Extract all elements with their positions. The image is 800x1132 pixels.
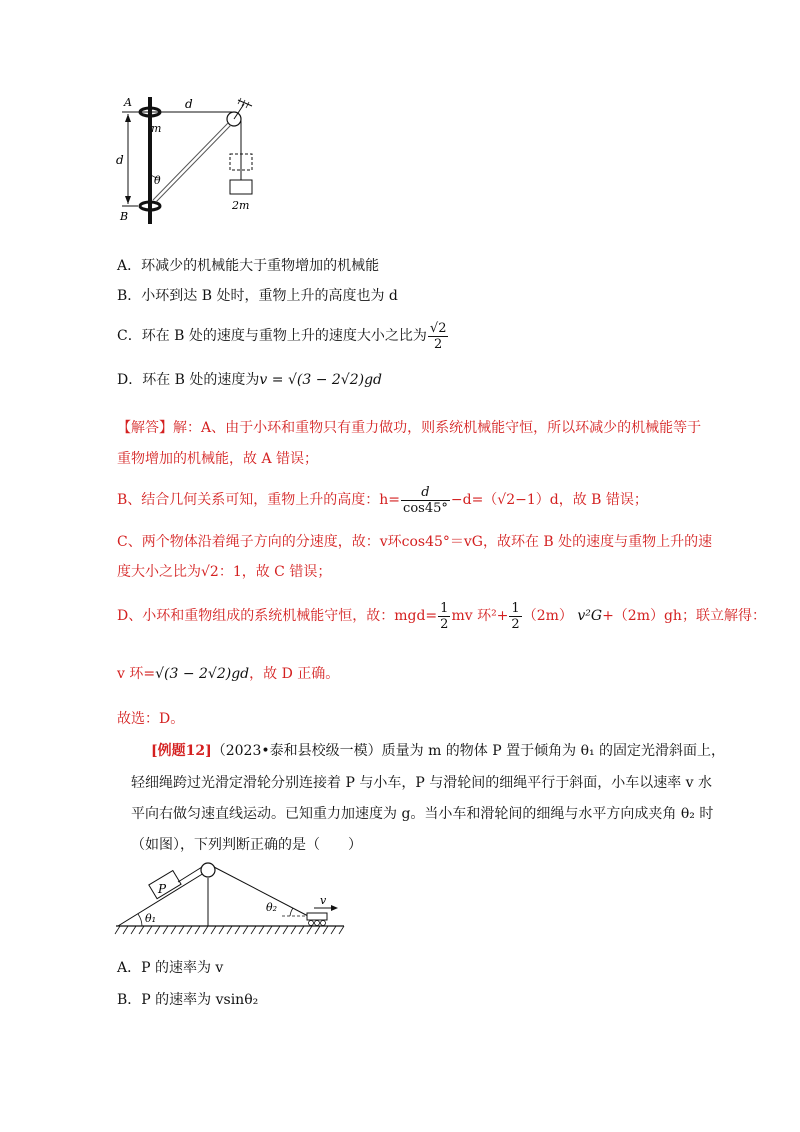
option-D-formula: v = √(3 − 2√2)gd xyxy=(259,372,383,388)
solution-D-post: +（2m）gh；联立解得： xyxy=(602,608,766,624)
option-C xyxy=(117,318,449,354)
example12-line-3: 平向右做匀速直线运动。已知重力加速度为 g。当小车和滑轮间的细绳与水平方向成夹角 θ₂ 时 xyxy=(131,806,714,822)
solution-D-half-1 xyxy=(438,601,450,632)
solution-D-half-2-num: 1 xyxy=(511,600,520,616)
solution-line-B xyxy=(117,482,648,518)
solution-B-denominator: cos45° xyxy=(403,500,448,516)
ring-pulley-figure xyxy=(110,92,280,227)
example12-line-1 xyxy=(151,741,725,761)
solution-D-half-2-den: 2 xyxy=(511,616,520,632)
fig2-label-P: P xyxy=(158,882,167,896)
solution-B-fraction xyxy=(401,485,450,516)
solution-D-half-2 xyxy=(509,601,521,632)
solution-B-pre: B、结合几何关系可知，重物上升的高度：h= xyxy=(117,492,401,508)
fig1-label-d-top: d xyxy=(185,97,193,111)
incline-cart-figure xyxy=(112,856,347,946)
solution-B-numerator: d xyxy=(401,485,450,501)
solution-D-mid1: mv 环²+ xyxy=(451,608,509,624)
fig1-label-d-left: d xyxy=(116,153,124,167)
solution-E-pre: v 环= xyxy=(117,666,156,682)
fig2-label-theta1: θ₁ xyxy=(145,912,157,925)
solution-text-1: 解：A、由于小环和重物只有重力做功，则系统机械能守恒，所以环减少的机械能等于 xyxy=(173,420,702,436)
solution-line-C2: 度大小之比为√2：1，故 C 错误； xyxy=(117,564,332,580)
solution-line-2: 重物增加的机械能，故 A 错误； xyxy=(117,451,319,467)
option-A: A．环减少的机械能大于重物增加的机械能 xyxy=(117,258,380,274)
solution-D-mid2: （2m） xyxy=(522,608,573,624)
fig1-label-m: m xyxy=(151,122,162,135)
solution-D-pre: D、小环和重物组成的系统机械能守恒，故：mgd= xyxy=(117,608,438,624)
option-C-fraction xyxy=(428,321,449,352)
option-C-denominator: 2 xyxy=(434,336,443,352)
solution-B-post: −d=（√2−1）d，故 B 错误； xyxy=(450,492,648,508)
solution-E-formula: √(3 − 2√2)gd xyxy=(155,666,250,682)
solution-tag: 【解答】 xyxy=(117,420,173,436)
fig2-label-v: v xyxy=(320,894,327,907)
solution-answer: 故选：D。 xyxy=(117,711,185,727)
example12-text-1: （2023•泰和县校级一模）质量为 m 的物体 P 置于倾角为 θ₁ 的固定光滑斜面上， xyxy=(211,743,726,759)
example12-line-4: （如图），下列判断正确的是（ ） xyxy=(131,837,362,853)
option-C-text: C．环在 B 处的速度与重物上升的速度大小之比为 xyxy=(117,328,427,344)
example12-line-2: 轻细绳跨过光滑定滑轮分别连接着 P 与小车，P 与滑轮间的细绳平行于斜面，小车以速率 v 水 xyxy=(131,775,712,791)
solution-line-1 xyxy=(117,418,701,438)
solution-line-C1: C、两个物体沿着绳子方向的分速度，故：v环cos45°＝vG，故环在 B 处的速度与重物上升的速 xyxy=(117,534,713,550)
example12-tag: [例题12] xyxy=(151,743,212,759)
option-D-text: D．环在 B 处的速度为 xyxy=(117,372,260,388)
solution-E-post: ，故 D 正确。 xyxy=(249,666,340,682)
solution-D-half-1-den: 2 xyxy=(440,616,449,632)
fig1-label-A: A xyxy=(124,96,132,109)
solution-line-D xyxy=(117,596,766,636)
solution-line-E xyxy=(117,664,339,684)
option2-A: A．P 的速率为 v xyxy=(117,960,224,976)
solution-D-half-1-num: 1 xyxy=(440,600,449,616)
fig1-label-B: B xyxy=(120,210,129,223)
option-D xyxy=(117,370,382,390)
fig2-label-theta2: θ₂ xyxy=(266,901,278,914)
fig1-label-2m: 2m xyxy=(232,199,250,212)
option-C-numerator: √2 xyxy=(429,320,447,336)
option2-B: B．P 的速率为 vsinθ₂ xyxy=(117,992,259,1008)
option-B: B．小环到达 B 处时，重物上升的高度也为 d xyxy=(117,288,398,304)
fig1-label-theta: θ xyxy=(154,174,161,187)
solution-D-vg: v²G xyxy=(577,608,603,624)
